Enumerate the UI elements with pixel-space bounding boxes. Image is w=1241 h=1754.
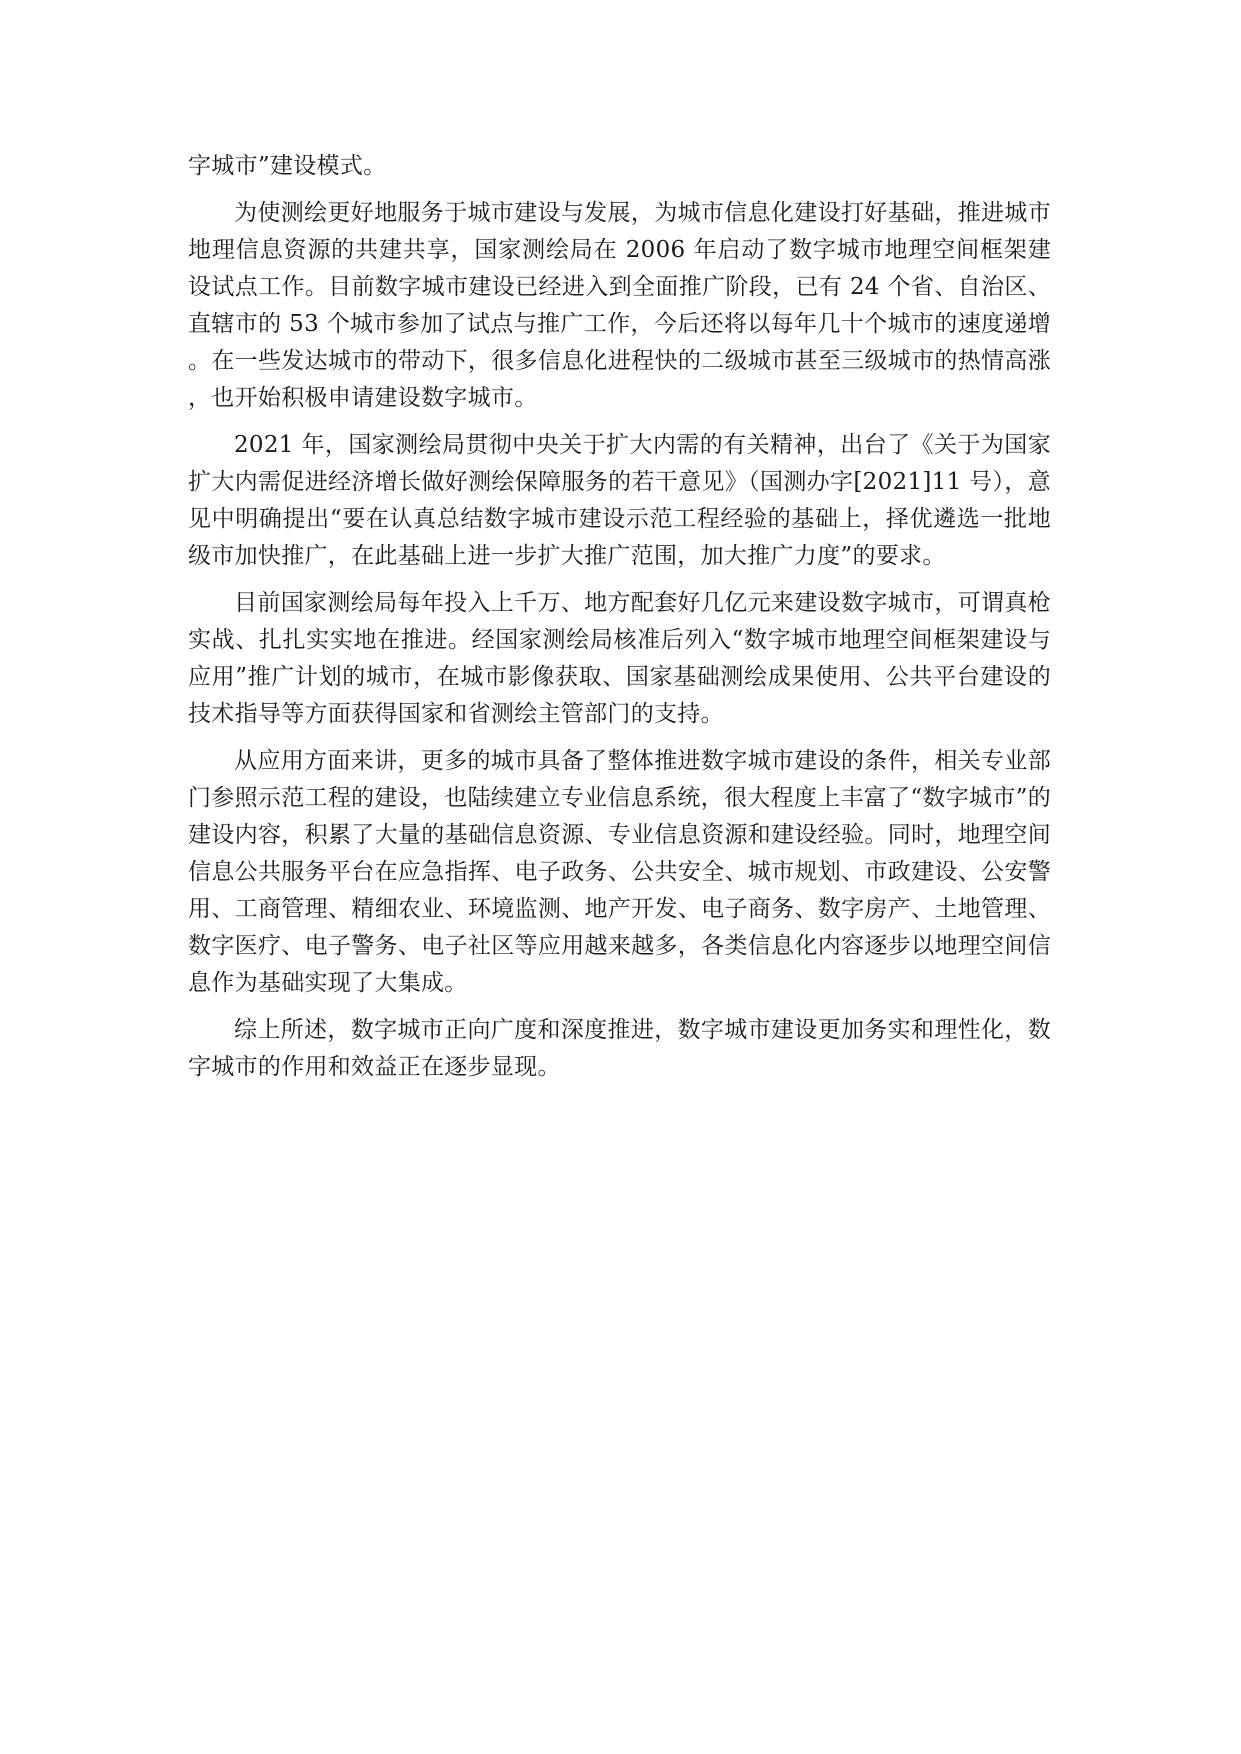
- paragraph-pilot-program: 为使测绘更好地服务于城市建设与发展，为城市信息化建设打好基础，推进城市地理信息资源的共建共享，国家测绘局在 2006 年启动了数字城市地理空间框架建设试点工作。目前数字城市建设已经进入到全面推广阶段，已有 24 个省、自治区、直辖市的 53 个城市参加了试点与推广工作，今后还将以每年几十个城市的速度递增。在一些发达城市的带动下，很多信息化进程快的二级城市甚至三级城市的热情高涨，也开始积极申请建设数字城市。: [188, 200, 1051, 411]
- paragraph-applications: 从应用方面来讲，更多的城市具备了整体推进数字城市建设的条件，相关专业部门参照示范工程的建设，也陆续建立专业信息系统，很大程度上丰富了“数字城市”的建设内容，积累了大量的基础信息资源、专业信息资源和建设经验。同时，地理空间信息公共服务平台在应急指挥、电子政务、公共安全、城市规划、市政建设、公安警用、工商管理、精细农业、环境监测、地产开发、电子商务、数字房产、土地管理、数字医疗、电子警务、电子社区等应用越来越多，各类信息化内容逐步以地理空间信息作为基础实现了大集成。: [188, 748, 1051, 996]
- paragraph-2021-policy: 2021 年，国家测绘局贯彻中央关于扩大内需的有关精神，出台了《关于为国家扩大内需促进经济增长做好测绘保障服务的若干意见》（国测办字[2021]11 号），意见中明确提出“要在认真总结数字城市建设示范工程经验的基础上，择优遴选一批地级市加快推广，在此基础上进一步扩大推广范围，加大推广力度”的要求。: [188, 432, 1051, 569]
- paragraph-summary: 综上所述，数字城市正向广度和深度推进，数字城市建设更加务实和理性化，数字城市的作用和效益正在逐步显现。: [188, 1017, 1051, 1080]
- paragraph-continuation: 字城市”建设模式。: [188, 153, 387, 179]
- document-body: [188, 148, 1051, 1096]
- paragraph-investment: 目前国家测绘局每年投入上千万、地方配套好几亿元来建设数字城市，可谓真枪实战、扎扎实实地在推进。经国家测绘局核准后列入“数字城市地理空间框架建设与应用”推广计划的城市，在城市影像获取、国家基础测绘成果使用、公共平台建设的技术指导等方面获得国家和省测绘主管部门的支持。: [188, 590, 1051, 727]
